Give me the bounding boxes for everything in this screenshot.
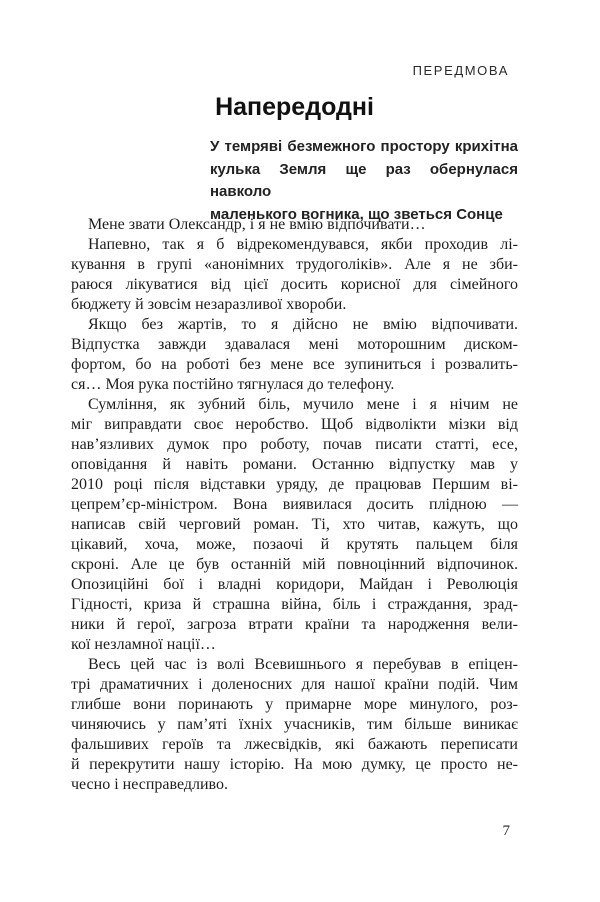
text-line: Опозиційні бої і владні коридори, Майдан і Революція (71, 576, 518, 593)
text-line: маленького вогника, що зветься Сонце (210, 205, 503, 223)
text-line: У темряві безмежного простору крихітна (210, 138, 518, 155)
text-line: написав свій черговий роман. Ті, хто читав, кажуть, що (71, 516, 518, 533)
epigraph (210, 136, 518, 226)
text-line: міг виправдати своє неробство. Щоб відволікти мізки від (71, 416, 518, 433)
text-line: 2010 році після відставки уряду, де працював Першим ві- (71, 476, 518, 493)
text-line: оповідання й навіть романи. Останню відпустку мав у (71, 456, 518, 473)
paragraph (71, 395, 518, 655)
text-line: скроні. Але це був останній мій повноцінний відпочинок. (71, 556, 518, 573)
text-line: ся… Моя рука постійно тягнулася до телефону. (71, 376, 395, 393)
text-line: чиняючись у пам’яті їхніх учасників, тим більше виникає (71, 716, 518, 733)
text-line: кулька Земля ще раз обернулася навколо (210, 160, 518, 200)
text-line: Відпустка завжди здавалася мені моторошним диском- (71, 336, 518, 353)
text-line: Сумління, як зубний біль, мучило мене і я нічим не (88, 396, 518, 413)
text-line: нав’язливих думок про роботу, почав писати статті, есе, (71, 436, 518, 453)
text-line: кої незламної нації… (71, 636, 216, 653)
text-line: раюся лікуватися від цієї досить корисної для сімейного (71, 276, 518, 293)
text-line: глибше вони поринають у примарне море минулого, роз- (71, 696, 518, 713)
text-line: цікавий, хоча, може, позаочі й крутять пальцем біля (71, 536, 518, 553)
chapter-label: ПЕРЕДМОВА (412, 63, 509, 78)
text-line: фальшивих героїв та лжесвідків, які бажають переписати (71, 736, 518, 753)
text-line: цепрем’єр-міністром. Вона виявилася досить плідною — (71, 496, 518, 513)
page-title: Напередодні (215, 93, 374, 121)
text-line: трі драматичних і доленосних для нашої країни подій. Чим (71, 676, 518, 693)
text-line: й перекрутити нашу історію. На мою думку, це просто не- (71, 756, 518, 773)
text-line: Весь цей час із волі Всевишнього я перебував в епіцен- (88, 656, 518, 673)
page-number: 7 (502, 823, 510, 839)
text-line: бюджету й зовсім незаразливої хвороби. (71, 296, 347, 313)
paragraph (71, 235, 518, 315)
text-line: Мене звати Олександр, і я не вмію відпочивати… (88, 216, 426, 233)
body-text (71, 215, 518, 795)
text-line: ники й герої, загроза втрати країни та народження вели- (71, 616, 518, 633)
paragraph (71, 315, 518, 395)
paragraph (71, 215, 518, 235)
text-line: Напевно, так я б відрекомендувався, якби проходив лі- (88, 236, 518, 253)
text-line: фортом, бо на роботі без мене все зупиниться і розвалить- (71, 356, 518, 373)
text-line: Гідності, криза й страшна війна, біль і страждання, зрад- (71, 596, 518, 613)
text-line: кування в групі «анонімних трудоголіків». Але я не зби- (71, 256, 518, 273)
text-line: чесно і несправедливо. (71, 776, 228, 793)
paragraph (71, 655, 518, 795)
text-line: Якщо без жартів, то я дійсно не вмію відпочивати. (88, 316, 518, 333)
